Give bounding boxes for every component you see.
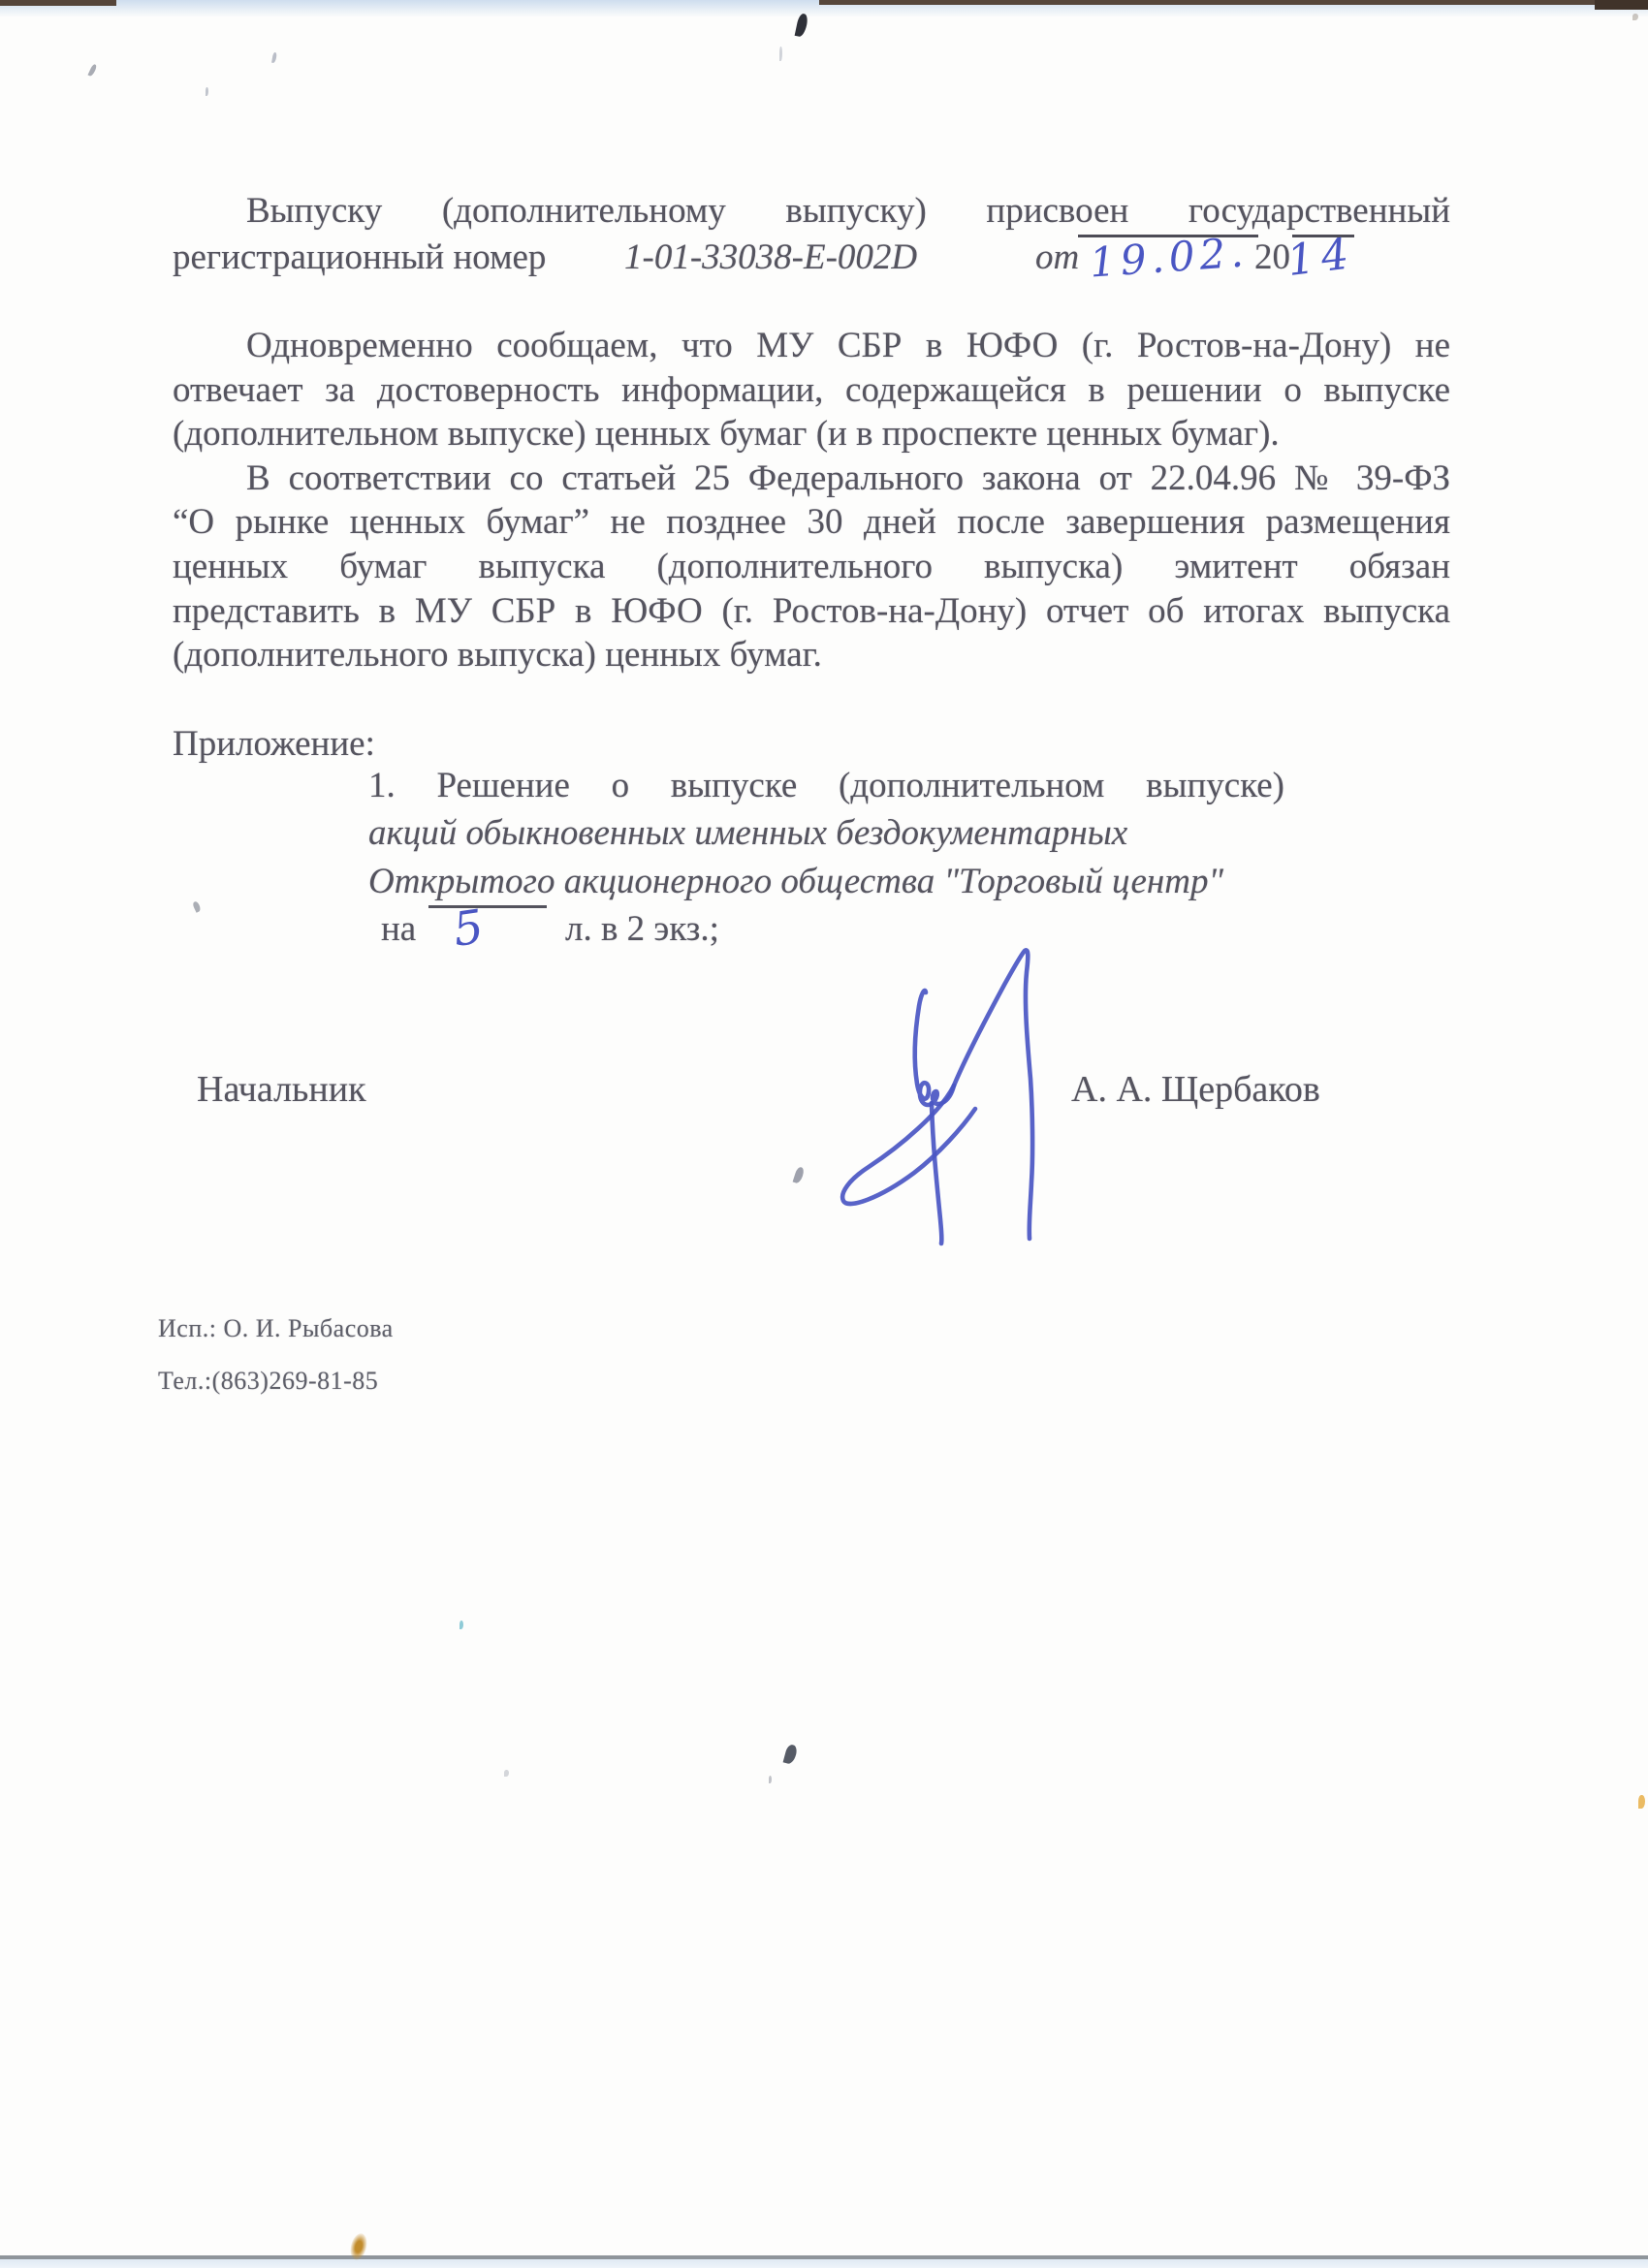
scan-artifact-speck bbox=[87, 64, 97, 78]
scan-artifact-paper-edge bbox=[0, 2255, 1648, 2259]
para3-line5: (дополнительного выпуска) ценных бумаг. bbox=[173, 635, 822, 676]
scan-artifact-speck bbox=[783, 1744, 799, 1765]
attachment-heading: Приложение: bbox=[173, 724, 375, 764]
scan-artifact-speck bbox=[192, 900, 202, 913]
scan-artifact-speck bbox=[795, 13, 809, 38]
body-paragraphs bbox=[173, 324, 1450, 677]
registration-label: регистрационный номер bbox=[173, 237, 547, 277]
scan-artifact-speck bbox=[206, 87, 208, 96]
executor-line: Исп.: О. И. Рыбасова bbox=[158, 1314, 394, 1342]
signer-name: А. А. Щербаков bbox=[1071, 1069, 1320, 1110]
handwritten-year: 14 bbox=[1284, 228, 1358, 287]
phone-line: Тел.:(863)269-81-85 bbox=[158, 1367, 379, 1395]
handwritten-date: 19.02. bbox=[1088, 228, 1251, 287]
paragraph-registration bbox=[173, 188, 1450, 287]
signature-ink bbox=[832, 919, 1050, 1258]
scan-artifact-speck bbox=[271, 52, 277, 64]
scan-artifact-orange-speck bbox=[348, 2231, 369, 2261]
signature-stroke bbox=[842, 1086, 975, 1204]
para2-line2: отвечает за достоверность информации, содержащейся в решении о выпуске bbox=[173, 369, 1450, 410]
scan-artifact-speck bbox=[1632, 14, 1638, 20]
scan-artifact-bottom-tint bbox=[0, 2259, 1648, 2268]
scan-artifact-speck bbox=[793, 1166, 806, 1184]
signature-stroke bbox=[915, 991, 954, 1105]
signer-title: Начальник bbox=[197, 1069, 366, 1110]
sheets-prefix: на bbox=[381, 908, 417, 949]
date-preposition: от bbox=[1035, 237, 1080, 277]
registration-number: 1-01-33038-Е-002D bbox=[624, 237, 918, 277]
attachment-item-line1: 1. Решение о выпуске (дополнительном выпуске) bbox=[368, 766, 1284, 805]
scan-artifact-top-bar-left bbox=[0, 0, 116, 6]
handwritten-sheet-count: 5 bbox=[450, 899, 488, 958]
attachment-item-line2: акций обыкновенных именных бездокументарных bbox=[368, 813, 1128, 854]
sheets-suffix: л. в 2 экз.; bbox=[565, 908, 719, 949]
para3-line4: представить в МУ СБР в ЮФО (г. Ростов-на-Дону) отчет об итогах выпуска bbox=[173, 590, 1450, 631]
para2-line3: (дополнительном выпуске) ценных бумаг (и в проспекте ценных бумаг). bbox=[173, 414, 1280, 455]
scan-artifact-top-bar-right bbox=[819, 0, 1648, 5]
signature-stroke bbox=[932, 1103, 941, 1244]
para1-line1: Выпуску (дополнительному выпуску) присвоен государственный bbox=[246, 191, 1450, 231]
scan-artifact-top-tint bbox=[0, 0, 1648, 17]
para3-line3: ценных бумаг выпуска (дополнительного выпуска) эмитент обязан bbox=[173, 546, 1450, 586]
attachment-items bbox=[368, 762, 1284, 958]
scan-artifact-speck bbox=[769, 1776, 772, 1783]
year-prefix: 20 bbox=[1254, 237, 1290, 277]
scan-artifact-top-corner bbox=[1595, 0, 1648, 10]
registration-number-line bbox=[173, 228, 1450, 287]
scan-artifact-speck bbox=[779, 47, 782, 61]
scan-artifact-speck bbox=[504, 1770, 509, 1777]
sheets-count-line bbox=[368, 899, 1284, 958]
para2-line1: Одновременно сообщаем, что МУ СБР в ЮФО (г. Ростов-на-Дону) не bbox=[246, 326, 1450, 365]
para3-line1: В соответствии со статьей 25 Федерального закона от 22.04.96 № 39-ФЗ bbox=[246, 457, 1450, 498]
sheets-underline bbox=[428, 905, 547, 908]
signature-stroke bbox=[954, 950, 1032, 1239]
scan-artifact-speck bbox=[1638, 1795, 1645, 1809]
attachment-item-line3: Открытого акционерного общества "Торговый центр" bbox=[368, 861, 1223, 901]
para3-line2: “О рынке ценных бумаг” не позднее 30 дней после завершения размещения bbox=[173, 502, 1450, 543]
scan-artifact-speck bbox=[460, 1621, 463, 1629]
